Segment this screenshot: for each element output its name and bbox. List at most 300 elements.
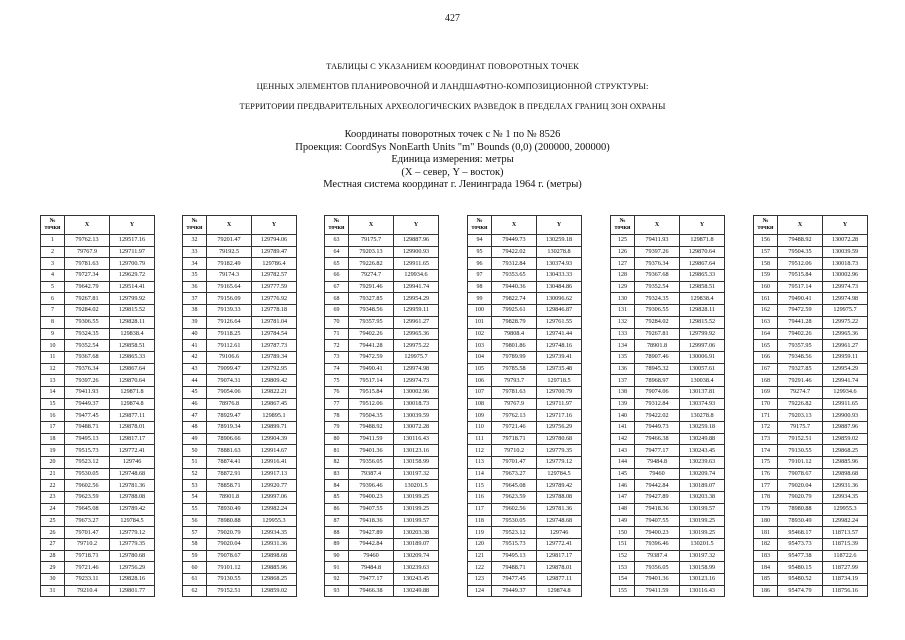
y-cell: 129982.24 <box>252 503 297 515</box>
y-cell: 129846.87 <box>537 305 582 317</box>
y-cell: 129746 <box>537 527 582 539</box>
table-row <box>41 363 155 375</box>
point-number-cell: 85 <box>325 492 349 504</box>
point-number-cell: 107 <box>468 386 492 398</box>
y-cell: 129867.64 <box>680 258 725 270</box>
y-cell: 129781.36 <box>537 503 582 515</box>
point-number-cell: 151 <box>611 538 635 550</box>
point-number-cell: 138 <box>611 386 635 398</box>
y-cell: 129959.11 <box>823 351 868 363</box>
x-cell: 79126.64 <box>207 316 252 328</box>
y-cell: 130259.18 <box>680 422 725 434</box>
x-cell: 78980.88 <box>207 515 252 527</box>
point-number-cell: 72 <box>325 340 349 352</box>
table-row <box>468 468 582 480</box>
x-cell: 79020.04 <box>207 538 252 550</box>
table-header-row <box>41 216 155 235</box>
point-number-cell: 91 <box>325 562 349 574</box>
y-cell: 129817.17 <box>537 550 582 562</box>
y-header: Y <box>394 216 439 235</box>
table-row <box>325 527 439 539</box>
x-cell: 79441.28 <box>778 316 823 328</box>
table-row <box>468 340 582 352</box>
y-cell: 129920.77 <box>252 480 297 492</box>
table-row <box>41 410 155 422</box>
point-number-cell: 2 <box>41 246 65 258</box>
y-cell: 129904.39 <box>252 433 297 445</box>
units-line: Единица измерения: метры <box>391 154 514 166</box>
y-cell: 129717.16 <box>537 410 582 422</box>
point-number-cell: 3 <box>41 258 65 270</box>
y-header: Y <box>823 216 868 235</box>
table-row <box>468 573 582 585</box>
y-cell: 129748.16 <box>537 340 582 352</box>
point-number-cell: 158 <box>754 258 778 270</box>
table-row <box>468 550 582 562</box>
x-cell: 79515.84 <box>349 386 394 398</box>
x-cell: 79673.27 <box>492 468 537 480</box>
header-number-sign: № <box>762 218 769 224</box>
y-cell: 129931.36 <box>252 538 297 550</box>
x-cell: 79356.05 <box>635 562 680 574</box>
x-cell: 79348.56 <box>349 305 394 317</box>
x-cell: 79515.84 <box>778 270 823 282</box>
point-number-cell: 16 <box>41 410 65 422</box>
x-cell: 79701.47 <box>65 527 110 539</box>
point-number-cell: 97 <box>468 270 492 282</box>
table-row <box>754 480 868 492</box>
point-number-cell: 155 <box>611 585 635 597</box>
y-cell: 130018.73 <box>394 398 439 410</box>
x-header: X <box>635 216 680 235</box>
table-row <box>325 351 439 363</box>
x-cell: 79495.13 <box>65 433 110 445</box>
table-row <box>754 573 868 585</box>
x-cell: 79397.26 <box>635 246 680 258</box>
point-number-cell: 179 <box>754 503 778 515</box>
y-cell: 129961.27 <box>823 340 868 352</box>
y-cell: 129941.74 <box>394 281 439 293</box>
point-number-cell: 6 <box>41 293 65 305</box>
point-number-cell: 89 <box>325 538 349 550</box>
y-cell: 129801.77 <box>110 585 155 597</box>
x-cell: 79623.59 <box>492 492 537 504</box>
table-row <box>754 293 868 305</box>
y-cell: 118722.6 <box>823 550 868 562</box>
table-row <box>325 270 439 282</box>
y-cell: 129786.4 <box>252 258 297 270</box>
coordinate-table <box>324 215 439 597</box>
x-cell: 79099.47 <box>207 363 252 375</box>
point-number-cell: 113 <box>468 457 492 469</box>
point-number-cell: 175 <box>754 457 778 469</box>
y-cell: 130239.63 <box>394 562 439 574</box>
x-cell: 95473.73 <box>778 538 823 550</box>
table-row <box>468 410 582 422</box>
x-cell: 79727.34 <box>65 270 110 282</box>
table-row <box>468 433 582 445</box>
x-cell: 79488.92 <box>778 235 823 247</box>
point-number-cell: 75 <box>325 375 349 387</box>
x-cell: 95480.15 <box>778 562 823 574</box>
y-cell: 130116.43 <box>680 585 725 597</box>
x-cell: 78881.63 <box>207 445 252 457</box>
x-cell: 79767.9 <box>492 398 537 410</box>
x-cell: 79767.9 <box>65 246 110 258</box>
point-number-cell: 149 <box>611 515 635 527</box>
point-number-cell: 139 <box>611 398 635 410</box>
table-row <box>183 316 297 328</box>
table-row <box>41 375 155 387</box>
y-cell: 129782.57 <box>252 270 297 282</box>
y-cell: 129885.96 <box>823 457 868 469</box>
table-row <box>754 562 868 574</box>
point-number-cell: 130 <box>611 293 635 305</box>
table-row <box>183 457 297 469</box>
x-cell: 79710.2 <box>65 538 110 550</box>
x-cell: 79306.55 <box>635 305 680 317</box>
y-cell: 130038.4 <box>680 375 725 387</box>
point-number-cell: 159 <box>754 270 778 282</box>
table-row <box>183 258 297 270</box>
point-number-cell: 105 <box>468 363 492 375</box>
y-cell: 129974.98 <box>823 293 868 305</box>
table-row <box>754 585 868 597</box>
y-cell: 129779.12 <box>110 527 155 539</box>
table-row <box>468 527 582 539</box>
point-number-cell: 60 <box>183 562 207 574</box>
point-number-header <box>325 216 349 235</box>
x-cell: 79357.95 <box>349 316 394 328</box>
x-cell: 79449.73 <box>492 235 537 247</box>
y-cell: 130006.91 <box>680 351 725 363</box>
table-row <box>325 457 439 469</box>
table-row <box>468 293 582 305</box>
table-row <box>754 503 868 515</box>
point-number-cell: 90 <box>325 550 349 562</box>
y-cell: 130484.86 <box>537 281 582 293</box>
x-cell: 79174.3 <box>207 270 252 282</box>
table-row <box>325 246 439 258</box>
point-number-cell: 80 <box>325 433 349 445</box>
coordinate-tables <box>0 215 905 605</box>
y-cell: 129761.55 <box>537 316 582 328</box>
point-number-cell: 13 <box>41 375 65 387</box>
y-cell: 129867.45 <box>252 398 297 410</box>
x-cell: 79466.38 <box>349 585 394 597</box>
point-number-cell: 111 <box>468 433 492 445</box>
x-cell: 79466.38 <box>635 433 680 445</box>
point-number-cell: 14 <box>41 386 65 398</box>
point-number-cell: 108 <box>468 398 492 410</box>
x-cell: 79460 <box>349 550 394 562</box>
table-row <box>611 503 725 515</box>
point-number-cell: 172 <box>754 422 778 434</box>
table-row <box>41 340 155 352</box>
x-cell: 79442.84 <box>349 538 394 550</box>
y-cell: 129780.68 <box>537 433 582 445</box>
x-cell: 79718.71 <box>65 550 110 562</box>
y-cell: 129867.64 <box>110 363 155 375</box>
x-cell: 79504.35 <box>778 246 823 258</box>
y-cell: 129700.79 <box>537 386 582 398</box>
point-number-cell: 19 <box>41 445 65 457</box>
table-row <box>41 293 155 305</box>
x-cell: 79488.71 <box>65 422 110 434</box>
x-cell: 79201.47 <box>207 235 252 247</box>
x-cell: 79411.93 <box>635 235 680 247</box>
point-number-cell: 148 <box>611 503 635 515</box>
y-cell: 130199.25 <box>680 515 725 527</box>
x-cell: 79312.84 <box>492 258 537 270</box>
table-row <box>754 351 868 363</box>
point-number-cell: 35 <box>183 270 207 282</box>
point-number-cell: 174 <box>754 445 778 457</box>
y-cell: 130116.43 <box>394 433 439 445</box>
y-cell: 129871.8 <box>110 386 155 398</box>
y-cell: 130039.59 <box>823 246 868 258</box>
table-row <box>611 246 725 258</box>
x-cell: 79490.41 <box>778 293 823 305</box>
table-row <box>183 422 297 434</box>
y-cell: 130123.16 <box>680 573 725 585</box>
table-row <box>611 375 725 387</box>
x-cell: 79477.17 <box>635 445 680 457</box>
header-number-sign: № <box>49 218 56 224</box>
y-cell: 129900.93 <box>823 410 868 422</box>
x-cell: 78906.66 <box>207 433 252 445</box>
table-row <box>325 281 439 293</box>
y-cell: 129789.42 <box>537 480 582 492</box>
table-row <box>468 445 582 457</box>
point-number-cell: 45 <box>183 386 207 398</box>
y-cell: 129934.6 <box>394 270 439 282</box>
point-number-cell: 1 <box>41 235 65 247</box>
y-cell: 130002.96 <box>823 270 868 282</box>
table-row <box>754 492 868 504</box>
y-cell: 129711.97 <box>110 246 155 258</box>
y-cell: 129858.51 <box>110 340 155 352</box>
x-cell: 79353.65 <box>492 270 537 282</box>
point-number-cell: 101 <box>468 316 492 328</box>
y-cell: 129878.01 <box>537 562 582 574</box>
table-row <box>754 340 868 352</box>
table-row <box>183 515 297 527</box>
y-cell: 129629.72 <box>110 270 155 282</box>
y-cell: 129779.35 <box>110 538 155 550</box>
point-number-cell: 131 <box>611 305 635 317</box>
table-row <box>325 410 439 422</box>
point-number-cell: 22 <box>41 480 65 492</box>
y-cell: 129799.92 <box>110 293 155 305</box>
y-cell: 130374.93 <box>537 258 582 270</box>
table-row <box>325 305 439 317</box>
y-cell: 130197.32 <box>680 550 725 562</box>
x-cell: 79367.68 <box>65 351 110 363</box>
header-number-sign: № <box>619 218 626 224</box>
header-point-word: точки <box>471 225 488 231</box>
y-cell: 130002.96 <box>394 386 439 398</box>
table-row <box>41 398 155 410</box>
x-cell: 79348.56 <box>778 351 823 363</box>
y-cell: 129899.71 <box>252 422 297 434</box>
point-number-cell: 59 <box>183 550 207 562</box>
x-cell: 79645.08 <box>492 480 537 492</box>
point-number-cell: 48 <box>183 422 207 434</box>
table-row <box>611 410 725 422</box>
y-header: Y <box>252 216 297 235</box>
header-point-word: точки <box>328 225 345 231</box>
point-number-cell: 114 <box>468 468 492 480</box>
x-cell: 78929.47 <box>207 410 252 422</box>
header-number-sign: № <box>333 218 340 224</box>
x-cell: 79515.73 <box>492 538 537 550</box>
heading-line: ТАБЛИЦЫ С УКАЗАНИЕМ КООРДИНАТ ПОВОРОТНЫХ ТОЧЕК <box>326 61 579 71</box>
x-cell: 79112.61 <box>207 340 252 352</box>
x-cell: 79488.71 <box>492 562 537 574</box>
table-row <box>611 445 725 457</box>
point-number-cell: 180 <box>754 515 778 527</box>
table-row <box>41 281 155 293</box>
x-cell: 79078.67 <box>778 468 823 480</box>
x-cell: 79642.79 <box>65 281 110 293</box>
y-cell: 129741.44 <box>537 328 582 340</box>
x-cell: 79101.12 <box>207 562 252 574</box>
table-row <box>468 351 582 363</box>
table-row <box>325 328 439 340</box>
x-cell: 79422.02 <box>492 246 537 258</box>
point-number-cell: 144 <box>611 457 635 469</box>
table-row <box>754 246 868 258</box>
x-cell: 79449.37 <box>65 398 110 410</box>
table-row <box>41 422 155 434</box>
table-row <box>468 480 582 492</box>
y-cell: 129965.36 <box>823 328 868 340</box>
table-row <box>325 445 439 457</box>
table-row <box>611 398 725 410</box>
x-cell: 79602.56 <box>65 480 110 492</box>
x-cell: 79306.55 <box>65 316 110 328</box>
x-cell: 79789.99 <box>492 351 537 363</box>
y-cell: 129789.34 <box>252 351 297 363</box>
x-cell: 79427.89 <box>635 492 680 504</box>
point-number-cell: 156 <box>754 235 778 247</box>
y-cell: 129865.33 <box>110 351 155 363</box>
table-row <box>611 480 725 492</box>
point-number-cell: 63 <box>325 235 349 247</box>
x-cell: 79324.35 <box>65 328 110 340</box>
point-number-cell: 122 <box>468 562 492 574</box>
table-row <box>611 281 725 293</box>
x-cell: 78919.34 <box>207 422 252 434</box>
table-row <box>183 386 297 398</box>
x-cell: 79422.02 <box>635 410 680 422</box>
x-header: X <box>492 216 537 235</box>
point-number-cell: 17 <box>41 422 65 434</box>
table-row <box>325 538 439 550</box>
x-cell: 95468.17 <box>778 527 823 539</box>
y-cell: 129934.35 <box>252 527 297 539</box>
y-cell: 129756.29 <box>110 562 155 574</box>
y-cell: 129900.93 <box>394 246 439 258</box>
point-number-cell: 104 <box>468 351 492 363</box>
table-row <box>183 550 297 562</box>
y-cell: 129794.06 <box>252 235 297 247</box>
y-cell: 130199.25 <box>680 527 725 539</box>
point-number-cell: 27 <box>41 538 65 550</box>
table-row <box>754 457 868 469</box>
table-row <box>611 515 725 527</box>
y-cell: 129781.04 <box>252 316 297 328</box>
x-cell: 79226.82 <box>778 398 823 410</box>
x-cell: 79781.63 <box>492 386 537 398</box>
table-row <box>611 562 725 574</box>
y-cell: 129934.6 <box>823 386 868 398</box>
point-number-cell: 171 <box>754 410 778 422</box>
point-number-cell: 123 <box>468 573 492 585</box>
point-number-cell: 102 <box>468 328 492 340</box>
y-cell: 130199.57 <box>680 503 725 515</box>
table-row <box>183 305 297 317</box>
table-row <box>41 562 155 574</box>
table-row <box>468 457 582 469</box>
point-number-cell: 116 <box>468 492 492 504</box>
y-cell: 129781.36 <box>110 480 155 492</box>
x-cell: 79472.59 <box>349 351 394 363</box>
point-number-cell: 147 <box>611 492 635 504</box>
point-number-cell: 43 <box>183 363 207 375</box>
table-row <box>611 433 725 445</box>
table-row <box>183 468 297 480</box>
y-cell: 129828.11 <box>110 316 155 328</box>
point-number-cell: 176 <box>754 468 778 480</box>
point-number-cell: 162 <box>754 305 778 317</box>
x-cell: 79401.36 <box>635 573 680 585</box>
point-number-cell: 53 <box>183 480 207 492</box>
table-row <box>325 235 439 247</box>
point-number-cell: 182 <box>754 538 778 550</box>
x-cell: 79701.47 <box>492 457 537 469</box>
x-cell: 79226.82 <box>349 258 394 270</box>
point-number-cell: 133 <box>611 328 635 340</box>
x-cell: 79020.79 <box>778 492 823 504</box>
coordinate-table <box>610 215 725 597</box>
point-number-cell: 117 <box>468 503 492 515</box>
y-cell: 129799.92 <box>680 328 725 340</box>
y-cell: 129822.21 <box>252 386 297 398</box>
point-number-cell: 118 <box>468 515 492 527</box>
y-cell: 129974.98 <box>394 363 439 375</box>
x-cell: 79402.26 <box>778 328 823 340</box>
table-row <box>183 340 297 352</box>
point-number-cell: 76 <box>325 386 349 398</box>
x-cell: 78874.41 <box>207 457 252 469</box>
x-cell: 78930.49 <box>778 515 823 527</box>
x-cell: 79515.73 <box>65 445 110 457</box>
point-number-cell: 26 <box>41 527 65 539</box>
point-number-cell: 24 <box>41 503 65 515</box>
table-row <box>468 386 582 398</box>
point-number-header <box>41 216 65 235</box>
x-cell: 79460 <box>635 468 680 480</box>
x-cell: 78980.88 <box>778 503 823 515</box>
x-cell: 79267.81 <box>635 328 680 340</box>
y-cell: 130199.57 <box>394 515 439 527</box>
table-row <box>183 433 297 445</box>
table-row <box>611 386 725 398</box>
point-number-cell: 98 <box>468 281 492 293</box>
x-cell: 79192.5 <box>207 246 252 258</box>
